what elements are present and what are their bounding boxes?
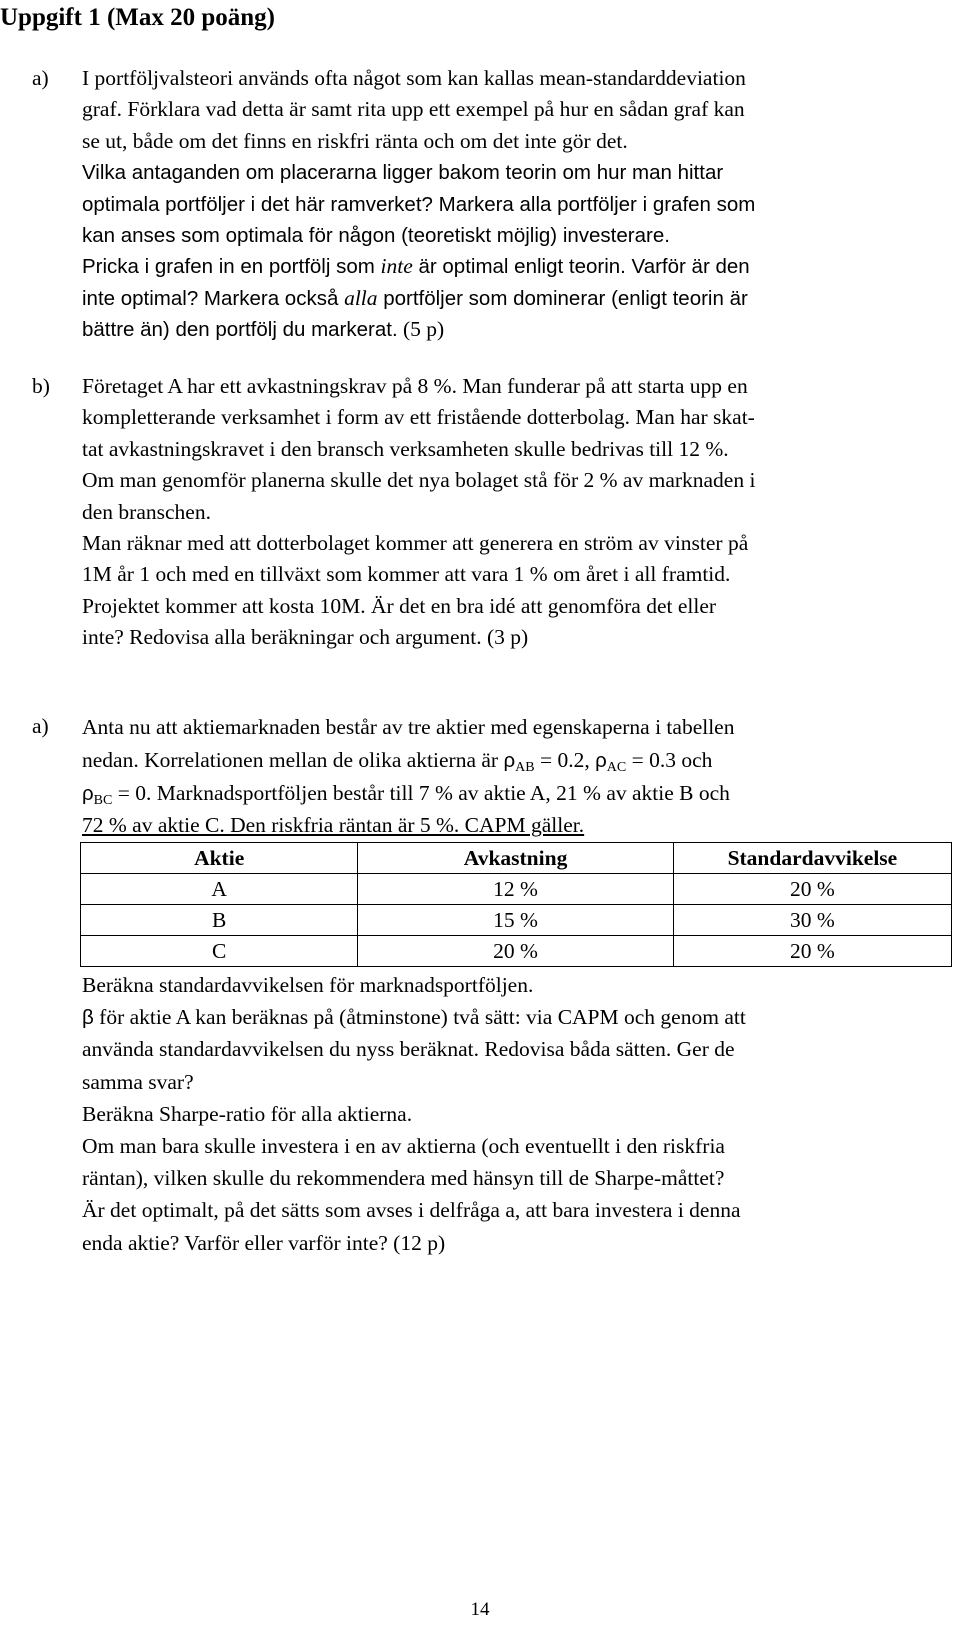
question-a-line: Vilka antaganden om placerarna ligger bakom teorin om hur man hittar — [82, 161, 724, 185]
question-b-line: tat avkastningskravet i den bransch verksamheten skulle bedrivas till 12 %. — [82, 436, 729, 461]
task-line: enda aktie? Varför eller varför inte? (12 p) — [82, 1230, 446, 1255]
task-line — [82, 1001, 952, 1033]
emphasis-alla: alla — [344, 285, 378, 310]
table-header: Aktie — [81, 843, 358, 874]
question-c-line: 72 % av aktie C. Den riskfria räntan är 5 %. CAPM gäller. — [82, 813, 585, 838]
question-c-line — [82, 777, 952, 810]
rho-symbol: ρ — [82, 781, 94, 805]
question-b-line: kompletterande verksamhet i form av ett fristående dotterbolag. Man har skat- — [82, 405, 755, 430]
table-cell: 12 % — [358, 874, 673, 905]
subscript-bc: BC — [93, 792, 113, 808]
question-c-intro — [82, 711, 952, 842]
question-c-fragment: = 0.3 och — [626, 747, 713, 772]
question-b-line: Företaget A har ett avkastningskrav på 8 %. Man funderar på att starta upp en — [82, 374, 748, 398]
question-a-line — [82, 251, 952, 282]
page-heading: Uppgift 1 (Max 20 poäng) — [0, 4, 276, 31]
question-a-line — [82, 314, 952, 345]
question-a-line: kan anses som optimala för någon (teoretiskt möjlig) investerare. — [82, 223, 670, 247]
question-b-line: Projektet kommer att kosta 10M. Är det en bra idé att genomföra det eller — [82, 593, 717, 618]
table-cell: 30 % — [673, 905, 951, 936]
table-row — [81, 874, 952, 905]
question-c-fragment: = 0.2, — [534, 747, 596, 772]
question-a-fragment: optimala portföljer i det här ramverket? — [82, 192, 433, 216]
table-row — [81, 936, 952, 967]
table-cell: C — [81, 936, 358, 967]
emphasis-inte: inte — [380, 254, 413, 279]
table-cell: 20 % — [673, 874, 951, 905]
table-cell: 15 % — [358, 905, 673, 936]
task-line: räntan), vilken skulle du rekommendera med hänsyn till de Sharpe-måttet? — [82, 1166, 725, 1191]
task-line: använda standardavvikelsen du nyss beräknat. Redovisa båda sätten. Ger de — [82, 1037, 735, 1062]
subscript-ac: AC — [606, 759, 627, 775]
question-a-fragment: Markera alla portföljer i grafen som — [432, 192, 756, 216]
question-a-fragment: inte optimal? — [82, 286, 199, 310]
question-a-points: (5 p) — [397, 317, 445, 342]
question-a-text — [82, 63, 952, 346]
question-a-fragment: är optimal enligt teorin. — [412, 255, 626, 279]
question-a-fragment: portföljer som dominerar (enligt teorin är — [377, 286, 748, 310]
question-a-line: I portföljvalsteori används ofta något som kan kallas mean-standarddeviation — [82, 66, 746, 90]
question-c-fragment: nedan. Korrelationen mellan de olika aktierna är — [82, 747, 504, 772]
question-b-label: b) — [32, 374, 50, 398]
question-c-label: a) — [32, 714, 49, 738]
question-a-label: a) — [32, 66, 49, 90]
question-b-line: den branschen. — [82, 499, 211, 524]
table-header: Avkastning — [358, 843, 673, 874]
question-a-line — [82, 283, 952, 314]
question-a-fragment: bättre än) den portfölj du markerat. — [82, 318, 398, 342]
question-a-fragment: Varför är den — [625, 255, 750, 279]
question-a-fragment: Pricka i grafen in en portfölj som — [82, 255, 381, 279]
task-line: Är det optimalt, på det sätts som avses i delfråga a, att bara investera i denna — [82, 1198, 741, 1223]
table-cell: A — [81, 874, 358, 905]
table-header-row — [81, 843, 952, 874]
stock-table — [80, 842, 952, 967]
table-cell: B — [81, 905, 358, 936]
question-b-text — [82, 371, 952, 654]
task-line: Beräkna Sharpe-ratio för alla aktierna. — [82, 1101, 413, 1126]
task-fragment: för aktie A kan beräknas på (åtminstone) två sätt: via CAPM och genom att — [93, 1005, 746, 1030]
beta-symbol: β — [82, 1006, 94, 1030]
table-row — [81, 905, 952, 936]
question-b-line: Man räknar med att dotterbolaget kommer att generera en ström av vinster på — [82, 530, 749, 555]
table-cell: 20 % — [358, 936, 673, 967]
question-a-line — [82, 189, 952, 220]
question-a-line: se ut, både om det finns en riskfri ränta och om det inte gör det. — [82, 128, 628, 153]
question-c-task-lines — [82, 969, 952, 1259]
question-a-line: graf. Förklara vad detta är samt rita upp ett exempel på hur en sådan graf kan — [82, 97, 745, 122]
question-b-line: inte? Redovisa alla beräkningar och argument. (3 p) — [82, 625, 529, 650]
rho-symbol: ρ — [503, 748, 516, 772]
question-c-fragment: = 0. Marknadsportföljen består till 7 % av aktie A, 21 % av aktie B och — [112, 780, 730, 805]
table-cell: 20 % — [673, 936, 951, 967]
question-b-line: Om man genomför planerna skulle det nya bolaget stå för 2 % av marknaden i — [82, 468, 756, 493]
rho-symbol: ρ — [595, 748, 607, 772]
subscript-ab: AB — [515, 759, 535, 775]
page-number: 14 — [470, 1599, 490, 1620]
question-a-fragment: Markera också — [198, 286, 345, 310]
question-c-line — [82, 744, 952, 777]
question-b-line: 1M år 1 och med en tillväxt som kommer att vara 1 % om året i all framtid. — [82, 562, 731, 587]
task-line: Om man bara skulle investera i en av aktierna (och eventuellt i den riskfria — [82, 1133, 725, 1158]
table-header: Standardavvikelse — [673, 843, 951, 874]
task-line: samma svar? — [82, 1069, 194, 1094]
question-c-line: Anta nu att aktiemarknaden består av tre aktier med egenskaperna i tabellen — [82, 715, 735, 739]
task-line: Beräkna standardavvikelsen för marknadsportföljen. — [82, 973, 534, 997]
